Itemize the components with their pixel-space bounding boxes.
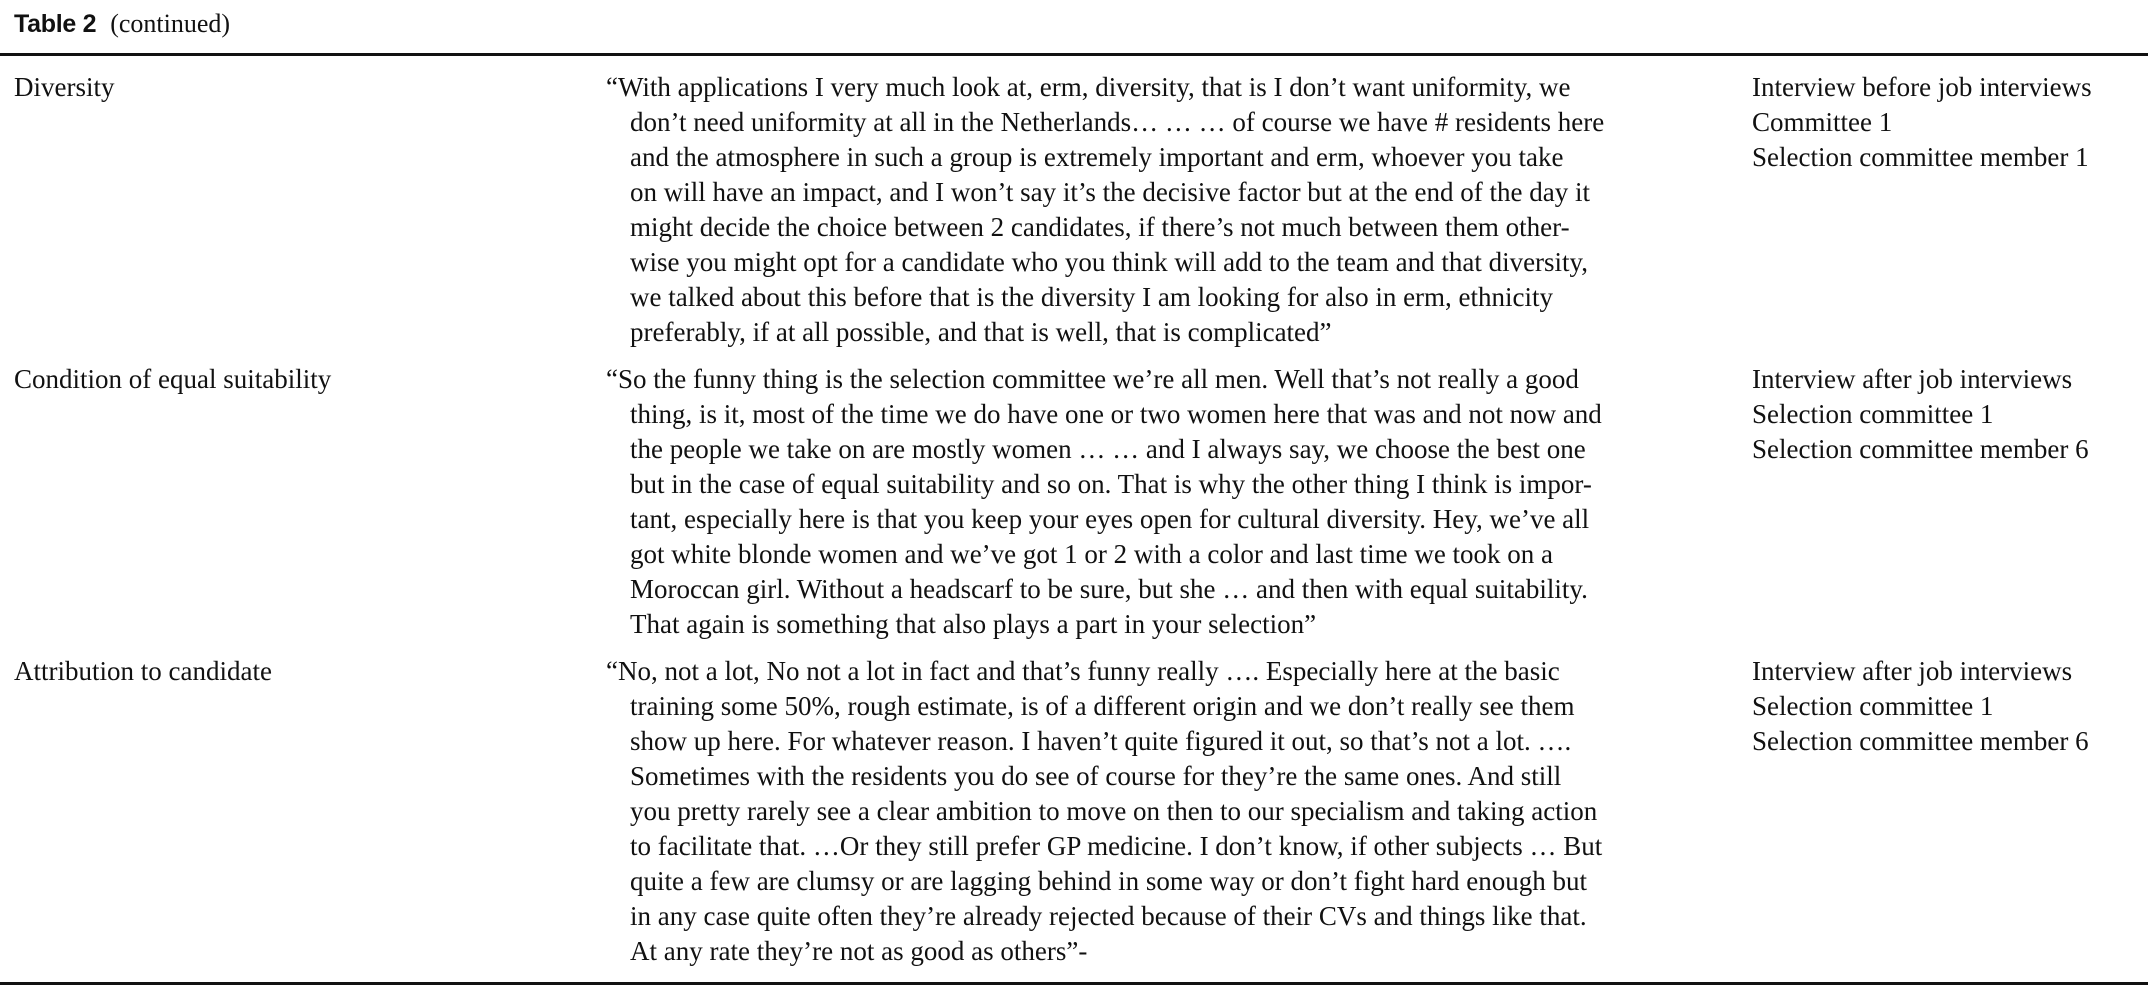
quote-line: Sometimes with the residents you do see of course for they’re the same ones. And still: [630, 761, 1562, 791]
theme-cell: Attribution to candidate: [14, 656, 272, 686]
source-line: Interview after job interviews: [1752, 364, 2073, 394]
source-line: Selection committee 1: [1752, 691, 1994, 721]
source-line: Selection committee member 6: [1752, 726, 2089, 756]
quote-line: wise you might opt for a candidate who you think will add to the team and that diversity,: [630, 247, 1589, 277]
source-cell: [1752, 654, 2148, 759]
source-cell: [1752, 70, 2148, 175]
table-continued-note: (continued): [110, 9, 231, 38]
source-line: Committee 1: [1752, 107, 1893, 137]
source-cell: [1752, 362, 2148, 467]
theme-cell: Diversity: [14, 72, 115, 102]
quote-line: got white blonde women and we’ve got 1 or 2 with a color and last time we took on a: [630, 539, 1554, 569]
quote-line: on will have an impact, and I won’t say it’s the decisive factor but at the end of the day it: [630, 177, 1590, 207]
quote-cell: [606, 654, 1734, 969]
theme-cell: Condition of equal suitability: [14, 364, 332, 394]
source-line: Interview after job interviews: [1752, 656, 2073, 686]
quote-cell: [606, 362, 1734, 642]
quote-line: That again is something that also plays a part in your selection”: [630, 609, 1317, 639]
quote-line: “No, not a lot, No not a lot in fact and that’s funny really …. Especially here at the basic: [606, 656, 1560, 686]
quote-line: training some 50%, rough estimate, is of a different origin and we don’t really see them: [630, 691, 1575, 721]
table-top-rule: [0, 53, 2148, 56]
quote-line: Moroccan girl. Without a headscarf to be sure, but she … and then with equal suitability.: [630, 574, 1588, 604]
source-line: Interview before job interviews: [1752, 72, 2092, 102]
quote-cell: [606, 70, 1734, 350]
table-caption: [14, 6, 230, 42]
quotes-table: [0, 70, 2148, 974]
table-row: [0, 362, 2148, 654]
quote-line: you pretty rarely see a clear ambition to move on then to our specialism and taking action: [630, 796, 1598, 826]
quote-line: we talked about this before that is the diversity I am looking for also in erm, ethnicity: [630, 282, 1554, 312]
quote-line: but in the case of equal suitability and so on. That is why the other thing I think is impor-: [630, 469, 1592, 499]
quote-line: At any rate they’re not as good as others”-: [630, 936, 1088, 966]
quote-line: show up here. For whatever reason. I haven’t quite figured it out, so that’s not a lot. ….: [630, 726, 1572, 756]
table-label: Table 2: [14, 10, 97, 38]
quote-line: tant, especially here is that you keep your eyes open for cultural diversity. Hey, we’ve all: [630, 504, 1590, 534]
quote-line: might decide the choice between 2 candidates, if there’s not much between them other-: [630, 212, 1570, 242]
quote-line: quite a few are clumsy or are lagging behind in some way or don’t fight hard enough but: [630, 866, 1587, 896]
source-line: Selection committee member 6: [1752, 434, 2089, 464]
source-line: Selection committee 1: [1752, 399, 1994, 429]
quote-line: “So the funny thing is the selection committee we’re all men. Well that’s not really a good: [606, 364, 1579, 394]
quote-line: the people we take on are mostly women … … and I always say, we choose the best one: [630, 434, 1586, 464]
table-row: [0, 70, 2148, 362]
quote-line: “With applications I very much look at, erm, diversity, that is I don’t want uniformity, we: [606, 72, 1571, 102]
source-line: Selection committee member 1: [1752, 142, 2089, 172]
table-row: [0, 654, 2148, 974]
quote-line: preferably, if at all possible, and that is well, that is complicated”: [630, 317, 1332, 347]
quote-line: thing, is it, most of the time we do have one or two women here that was and not now and: [630, 399, 1602, 429]
quote-line: don’t need uniformity at all in the Netherlands… … … of course we have # residents here: [630, 107, 1605, 137]
quote-line: and the atmosphere in such a group is extremely important and erm, whoever you take: [630, 142, 1564, 172]
table-bottom-rule: [0, 982, 2148, 985]
quote-line: in any case quite often they’re already rejected because of their CVs and things like that.: [630, 901, 1587, 931]
quote-line: to facilitate that. …Or they still prefer GP medicine. I don’t know, if other subjects … But: [630, 831, 1603, 861]
